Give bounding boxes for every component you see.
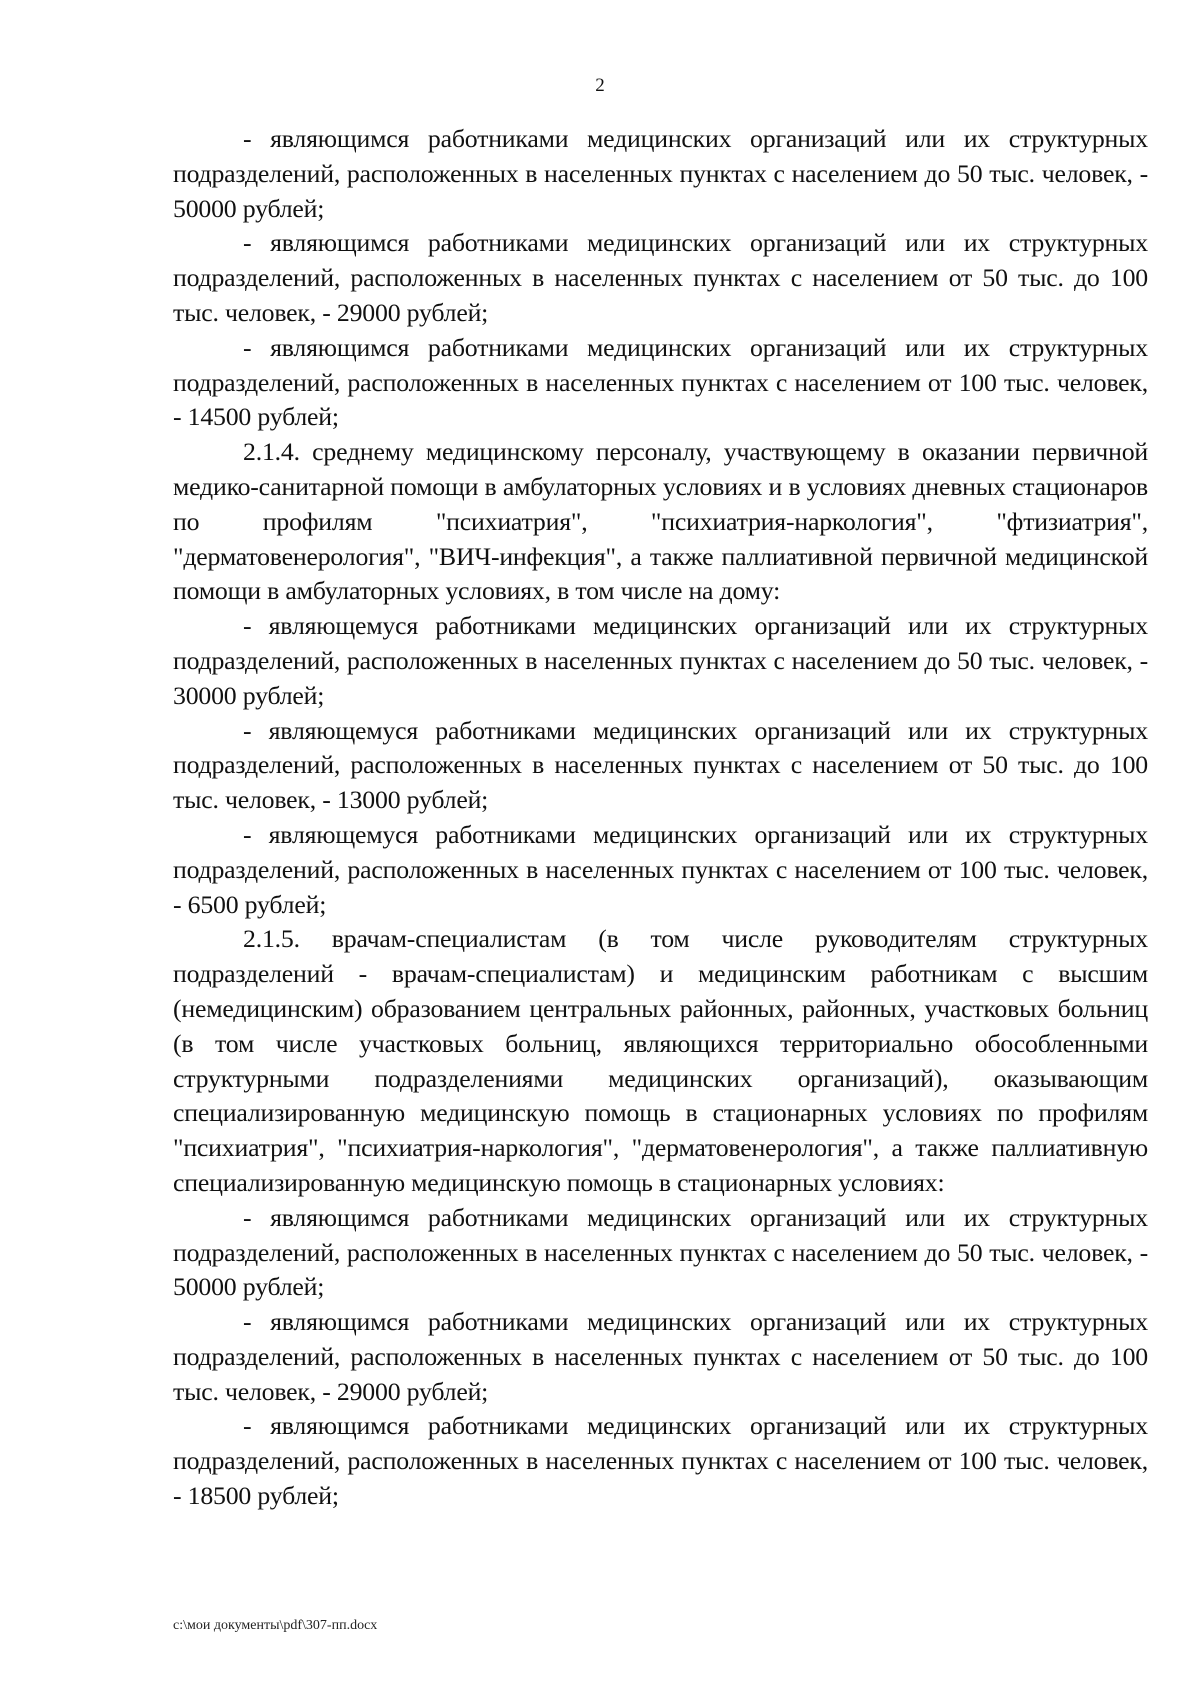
paragraph-item-7: - являющимся работниками медицинских организаций или их структурных подразделений, расположенных в населенных пунктах с населением до 50 тыс. человек, - 50000 рублей; xyxy=(173,1202,1148,1302)
page-number: 2 xyxy=(595,75,605,96)
document-body xyxy=(173,122,1148,1514)
paragraph-item-2: - являющимся работниками медицинских организаций или их структурных подразделений, расположенных в населенных пунктах с населением от 50 тыс. до 100 тыс. человек, - 29000 рублей; xyxy=(173,228,1148,327)
paragraph-section-2-1-4: 2.1.4. среднему медицинскому персоналу, участвующему в оказании первичной медико-санитарной помощи в амбулаторных условиях и в условиях дневных стационаров по профилям "психиатрия", "психиатрия-наркология", "фтизиатрия", "дерматовенерология", "ВИЧ-инфекция", а также паллиативной первичной медицинской помощи в амбулаторных условиях, в том числе на дому: xyxy=(173,437,1148,606)
paragraph-item-3: - являющимся работниками медицинских организаций или их структурных подразделений, расположенных в населенных пунктах с населением от 100 тыс. человек, - 14500 рублей; xyxy=(173,332,1148,432)
footer-file-path: c:\мои документы\pdf\307-пп.docx xyxy=(173,1618,378,1633)
paragraph-item-9: - являющимся работниками медицинских организаций или их структурных подразделений, расположенных в населенных пунктах с населением от 100 тыс. человек, - 18500 рублей; xyxy=(173,1411,1148,1511)
paragraph-item-5: - являющемуся работниками медицинских организаций или их структурных подразделений, расположенных в населенных пунктах с населением от 50 тыс. до 100 тыс. человек, - 13000 рублей; xyxy=(173,715,1148,815)
paragraph-item-6: - являющемуся работниками медицинских организаций или их структурных подразделений, расположенных в населенных пунктах с населением от 100 тыс. человек, - 6500 рублей; xyxy=(173,819,1148,919)
paragraph-item-1: - являющимся работниками медицинских организаций или их структурных подразделений, расположенных в населенных пунктах с населением до 50 тыс. человек, - 50000 рублей; xyxy=(173,124,1148,223)
paragraph-item-8: - являющимся работниками медицинских организаций или их структурных подразделений, расположенных в населенных пунктах с населением от 50 тыс. до 100 тыс. человек, - 29000 рублей; xyxy=(173,1307,1148,1406)
paragraph-section-2-1-5: 2.1.5. врачам-специалистам (в том числе руководителям структурных подразделений - врачам-специалистам) и медицинским работникам с высшим (немедицинским) образованием центральных районных, районных, участковых больниц (в том числе участковых больниц, являющихся территориально обособленными структурными подразделениями медицинских организаций), оказывающим специализированную медицинскую помощь в стационарных условиях по профилям "психиатрия", "психиатрия-наркология", "дерматовенерология", а также паллиативную специализированную медицинскую помощь в стационарных условиях: xyxy=(173,924,1148,1197)
paragraph-item-4: - являющемуся работниками медицинских организаций или их структурных подразделений, расположенных в населенных пунктах с населением до 50 тыс. человек, - 30000 рублей; xyxy=(173,611,1148,710)
